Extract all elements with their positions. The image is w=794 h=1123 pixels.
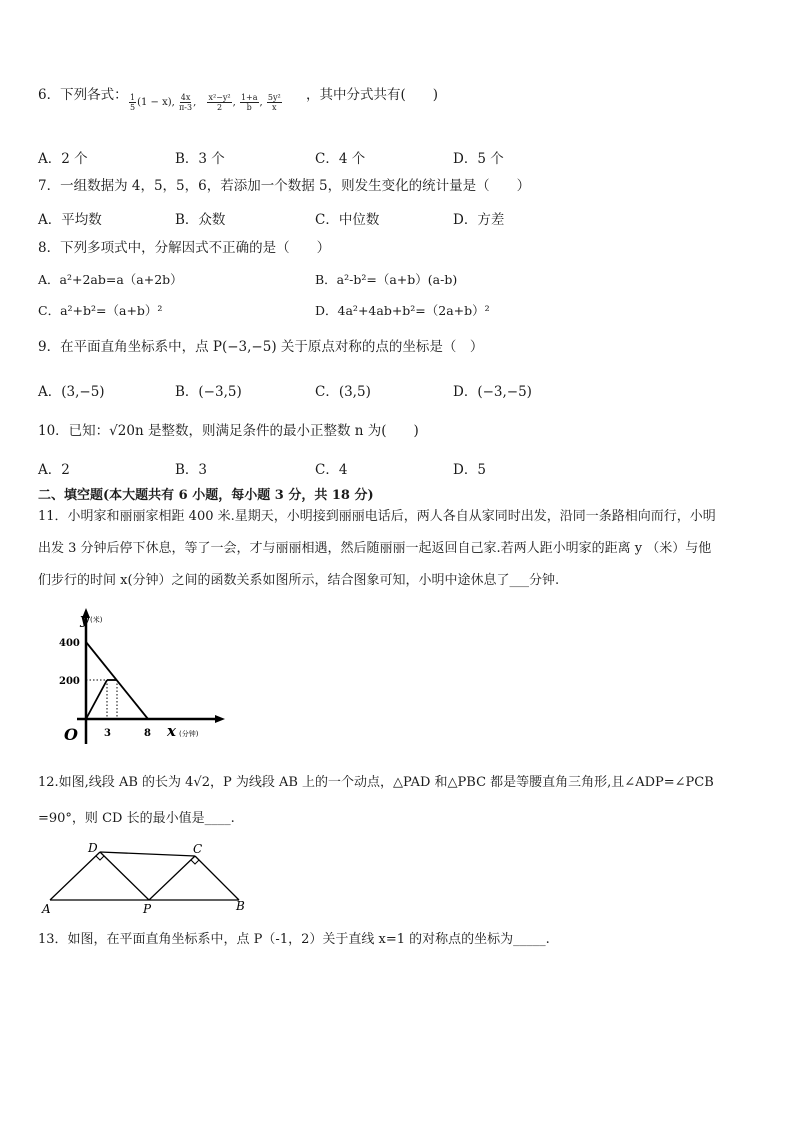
q7-option-c: C．中位数	[315, 212, 380, 228]
segment-pc	[149, 856, 195, 900]
segment-ad	[50, 852, 100, 900]
segment-dc	[100, 852, 195, 856]
q9-option-b: B．(−3,5)	[175, 384, 242, 400]
label-a: A	[42, 902, 51, 916]
q10-option-d: D．5	[453, 462, 486, 478]
xiaoming-rise	[86, 680, 107, 719]
q10-stem: 10．已知：√20n 是整数，则满足条件的最小正整数 n 为( )	[38, 423, 419, 439]
q6-frac-5: $\frac{\text{5y²}}{x}$	[267, 93, 281, 112]
q11-line-2: 出发 3 分钟后停下休息，等了一会，才与丽丽相遇，然后随丽丽一起返回自己家.若两人距小明家的距离 y （米）与他	[38, 541, 712, 556]
q6-expressions: $\frac{1}{5}$ (1 − x), $\frac{4x}{\pi-3}$ , $\frac{\text{x²−y²}}{2}$ , $\frac{1+a}{b}$ , $\frac{\text{5y²}}{x}$	[130, 93, 281, 112]
label-b: B	[236, 899, 245, 913]
section-title: 二、填空题(本大题共有 6 小题，每小题 3 分，共 18 分)	[38, 488, 374, 503]
tick-8: 8	[144, 728, 151, 739]
segment-cb	[195, 856, 239, 900]
q6-frac-3: $\frac{\text{x²−y²}}{2}$	[208, 93, 231, 112]
q6-suffix: ，其中分式共有( )	[306, 87, 439, 103]
x-axis-label: x	[167, 722, 176, 740]
label-p: P	[143, 902, 152, 916]
q11-line-3: 们步行的时间 x(分钟）之间的函数关系如图所示，结合图象可知，小明中途休息了___分钟.	[38, 573, 560, 588]
q9-stem: 9．在平面直角坐标系中，点 P(−3,−5) 关于原点对称的点的坐标是（ ）	[38, 339, 484, 355]
q6-frac-1-5: $\frac{1}{5}$	[130, 93, 136, 112]
y-axis-label: y	[80, 610, 89, 628]
right-angle-c	[191, 860, 199, 864]
tick-200: 200	[59, 676, 80, 687]
q7-option-a: A．平均数	[38, 212, 102, 228]
q8-option-a: A．a²+2ab=a（a+2b）	[38, 272, 183, 287]
q13-stem: 13．如图，在平面直角坐标系中，点 P（-1，2）关于直线 x=1 的对称点的坐标为_____.	[38, 932, 550, 947]
q6-option-a: A．2 个	[38, 151, 88, 167]
q12-figure	[42, 840, 252, 915]
q9-option-a: A．(3,−5)	[38, 384, 105, 400]
q7-option-b: B．众数	[175, 212, 226, 228]
q10-option-a: A．2	[38, 462, 70, 478]
q6-prefix: 6．下列各式：	[38, 87, 128, 103]
tick-400: 400	[59, 638, 80, 649]
q6-frac-4: $\frac{1+a}{b}$	[240, 93, 258, 112]
q12-line-2: =90°，则 CD 长的最小值是____.	[38, 811, 235, 826]
q6-option-d: D．5 个	[453, 151, 504, 167]
q6-option-b: B．3 个	[175, 151, 225, 167]
y-axis-unit: (米)	[90, 616, 103, 624]
q11-line-1: 11．小明家和丽丽家相距 400 米.星期天，小明接到丽丽电话后，两人各自从家同时出发，沿同一条路相向而行，小明	[38, 509, 716, 524]
q6-frac-2: $\frac{4x}{\pi-3}$	[179, 93, 193, 112]
q7-stem: 7．一组数据为 4，5，5，6，若添加一个数据 5，则发生变化的统计量是（ ）	[38, 178, 531, 194]
q8-option-c: C．a²+b²=（a+b）²	[38, 303, 163, 318]
q8-option-d: D．4a²+4ab+b²=（2a+b）²	[315, 303, 490, 318]
q8-stem: 8．下列多项式中，分解因式不正确的是（ ）	[38, 240, 331, 256]
q6-expr-1: (1 − x),	[137, 97, 175, 108]
label-d: D	[88, 841, 98, 855]
q12-line-1: 12.如图,线段 AB 的长为 4√2，P 为线段 AB 上的一个动点，△PAD 和△PBC 都是等腰直角三角形,且∠ADP=∠PCB	[38, 775, 714, 790]
label-c: C	[193, 842, 203, 856]
segment-dp	[100, 852, 149, 900]
q9-option-c: C．(3,5)	[315, 384, 371, 400]
q8-option-b: B．a²-b²=（a+b）(a-b)	[315, 272, 458, 287]
x-axis-unit: (分钟)	[179, 730, 199, 738]
q9-option-d: D．(−3,−5)	[453, 384, 532, 400]
q7-option-d: D．方差	[453, 212, 505, 228]
origin-label: O	[64, 725, 78, 744]
q10-option-b: B．3	[175, 462, 208, 478]
x-axis-arrow	[215, 715, 225, 723]
q11-graph	[55, 606, 225, 756]
right-angle-d	[96, 856, 104, 860]
q10-option-c: C．4	[315, 462, 348, 478]
q6-option-c: C．4 个	[315, 151, 366, 167]
tick-3: 3	[104, 728, 111, 739]
